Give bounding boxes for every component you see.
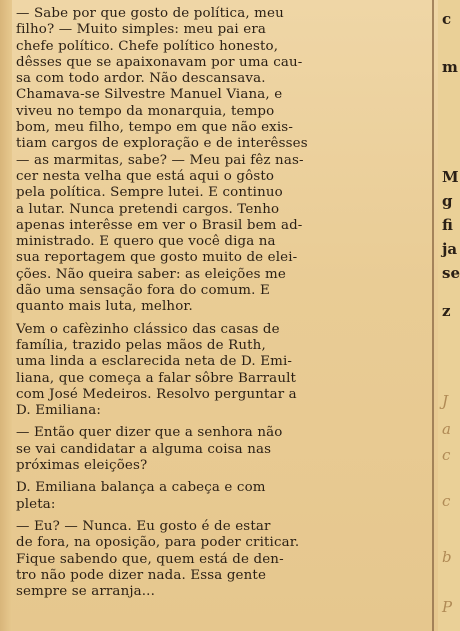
text-line: quanto mais luta, melhor. [16, 299, 193, 315]
text-line: de fora, na oposição, para poder criticar. [16, 535, 300, 551]
cropped-text-fragment: c [442, 446, 451, 464]
paragraph-5 [16, 519, 422, 600]
text-line: se vai candidatar a alguma coisa nas [16, 441, 272, 457]
paragraph-2 [16, 322, 422, 420]
cropped-text-fragment: fi [442, 216, 453, 234]
text-line: apenas interêsse em ver o Brasil bem ad- [16, 217, 303, 233]
paragraph-4 [16, 480, 422, 513]
cropped-text-fragment: ja [442, 240, 458, 258]
paragraph-1 [16, 6, 422, 316]
text-line: próximas eleições? [16, 458, 148, 474]
text-line: uma linda a esclarecida neta de D. Emi- [16, 354, 293, 370]
column-divider [432, 0, 434, 631]
text-line: viveu no tempo da monarquia, tempo [16, 103, 275, 119]
text-line: dêsses que se apaixonavam por uma cau- [16, 54, 303, 70]
text-line: D. Emiliana balança a cabeça e com [16, 480, 266, 496]
cropped-text-fragment: g [442, 192, 453, 210]
text-line: dão uma sensação fora do comum. E [16, 283, 270, 299]
text-line: D. Emiliana: [16, 403, 101, 419]
cropped-text-fragment: J [442, 392, 449, 410]
adjacent-column-edge [438, 0, 460, 631]
text-line: tiam cargos de exploração e de interêsses [16, 136, 308, 152]
text-line: pleta: [16, 496, 56, 512]
text-line: cer nesta velha que está aqui o gôsto [16, 168, 275, 184]
cropped-text-fragment: a [442, 420, 451, 438]
cropped-text-fragment: se [442, 264, 460, 282]
text-line: sa com todo ardor. Não descansava. [16, 71, 266, 87]
cropped-text-fragment: M [442, 168, 459, 186]
cropped-text-fragment: b [442, 548, 452, 566]
text-line: a lutar. Nunca pretendi cargos. Tenho [16, 201, 280, 217]
text-line: sempre se arranja... [16, 584, 155, 600]
text-line: — Então quer dizer que a senhora não [16, 425, 283, 441]
cropped-text-fragment: z [442, 302, 451, 320]
cropped-text-fragment: c [442, 492, 451, 510]
cropped-text-fragment: P [442, 598, 453, 616]
text-line: com José Medeiros. Resolvo perguntar a [16, 386, 297, 402]
paper-edge [0, 0, 12, 631]
text-line: família, trazido pelas mãos de Ruth, [16, 337, 266, 353]
text-line: liana, que começa a falar sôbre Barrault [16, 370, 297, 386]
text-line: sua reportagem que gosto muito de elei- [16, 250, 298, 266]
text-line: Vem o cafèzinho clássico das casas de [16, 321, 280, 337]
cropped-text-fragment: m [442, 58, 458, 76]
article-column [16, 6, 422, 600]
text-line: — Sabe por que gosto de política, meu [16, 6, 284, 21]
text-line: filho? — Muito simples: meu pai era [16, 22, 267, 38]
text-line: Chamava-se Silvestre Manuel Viana, e [16, 87, 283, 103]
text-line: ministrado. E quero que você diga na [16, 234, 276, 250]
text-line: bom, meu filho, tempo em que não exis- [16, 120, 293, 136]
cropped-text-fragment: c [442, 10, 452, 28]
text-line: ções. Não queira saber: as eleições me [16, 266, 286, 282]
text-line: — Eu? — Nunca. Eu gosto é de estar [16, 518, 271, 534]
text-line: — as marmitas, sabe? — Meu pai fêz nas- [16, 152, 304, 168]
text-line: tro não pode dizer nada. Essa gente [16, 567, 267, 583]
text-line: pela política. Sempre lutei. E continuo [16, 185, 283, 201]
text-line: chefe político. Chefe político honesto, [16, 38, 279, 54]
text-line: Fique sabendo que, quem está de den- [16, 551, 284, 567]
paragraph-3 [16, 425, 422, 474]
